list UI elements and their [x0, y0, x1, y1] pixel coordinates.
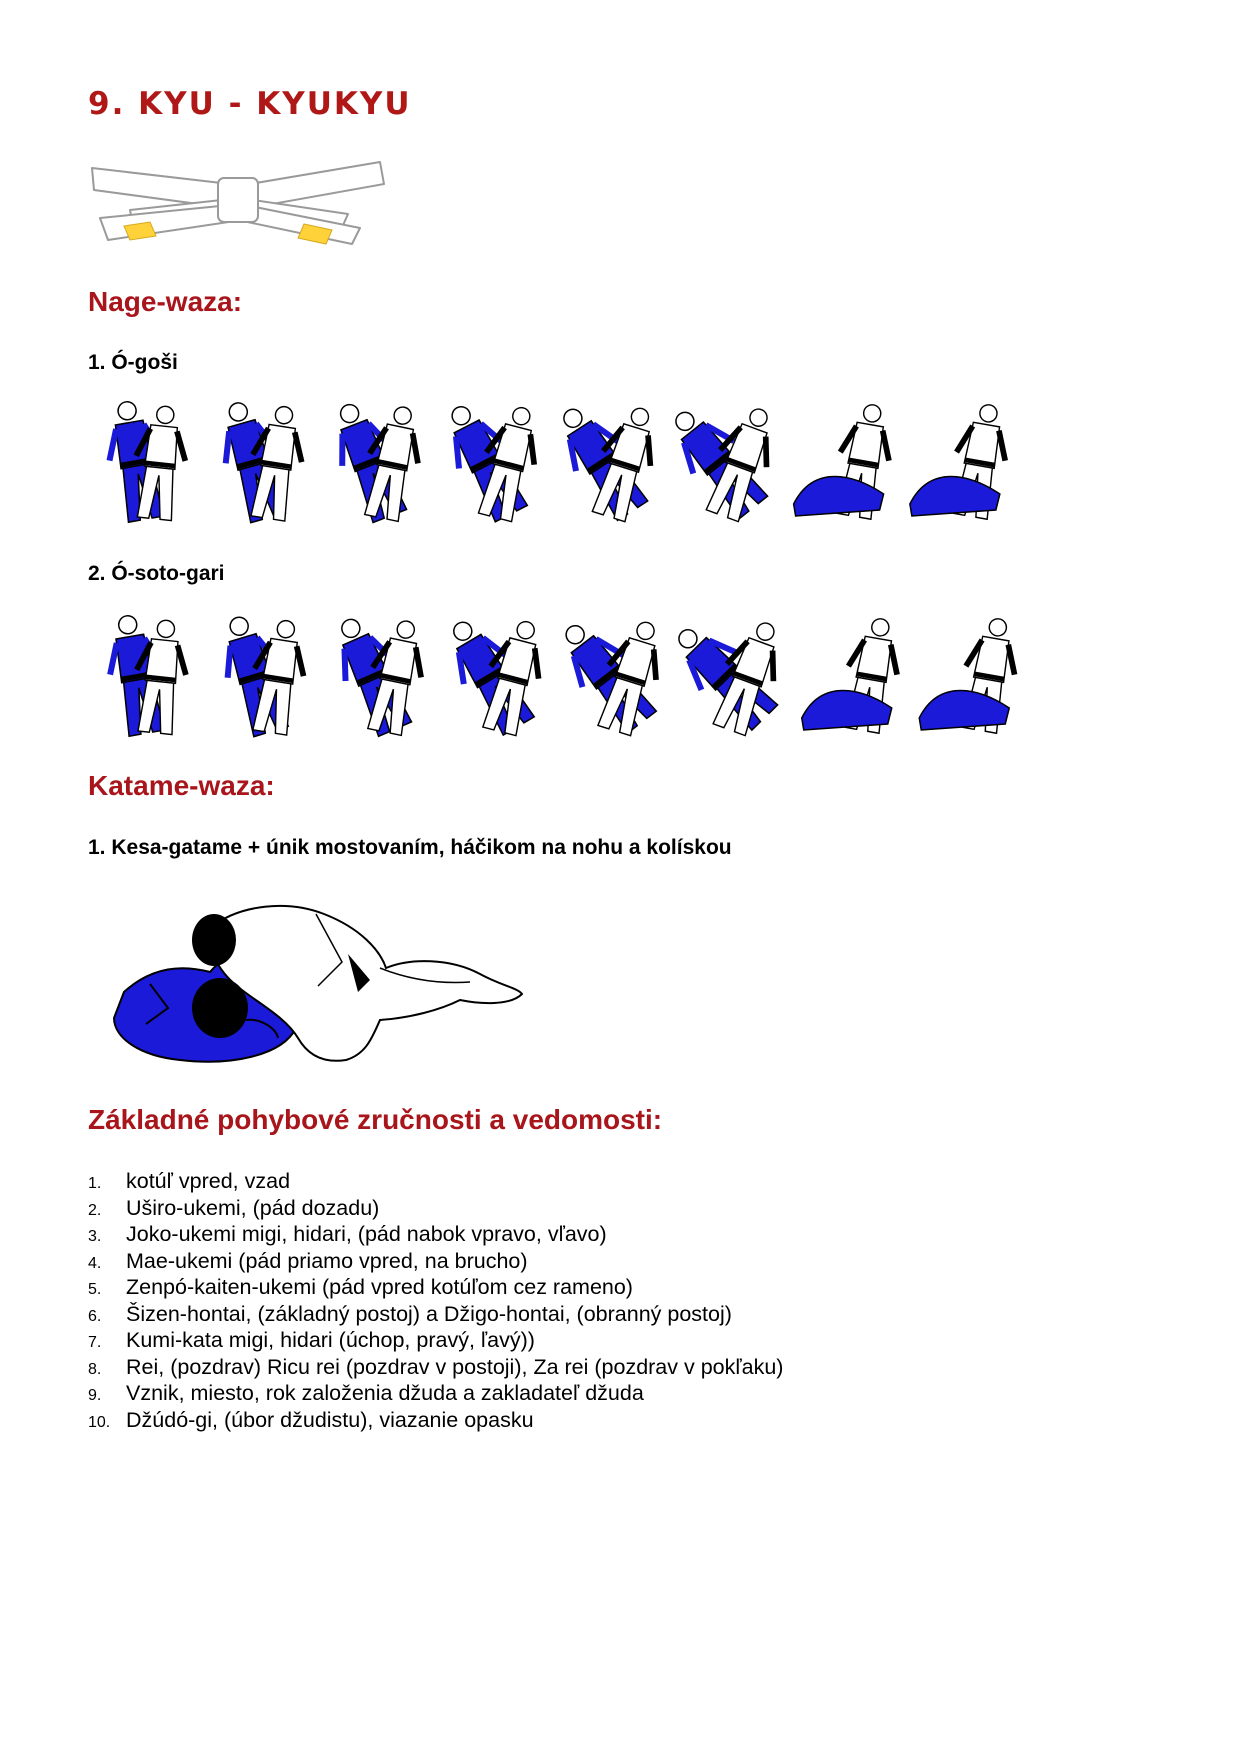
judo-frame: [322, 396, 428, 524]
judo-frame: [919, 615, 1023, 735]
list-item-number: 5.: [88, 1281, 102, 1298]
judo-frame: [546, 397, 666, 524]
list-item-text: Vznik, miesto, rok založenia džuda a zakladateľ džuda: [126, 1381, 644, 1405]
list-item-number: 4.: [88, 1254, 102, 1272]
list-item-text: Joko-ukemi migi, hidari, (pád nabok vpravo, vľavo): [126, 1222, 607, 1246]
judo-frame: [212, 610, 312, 738]
list-item-number: 7.: [88, 1334, 102, 1351]
katame-waza-heading: Katame-waza:: [88, 770, 275, 801]
list-item: [88, 1221, 783, 1248]
list-item: [88, 1407, 783, 1434]
judo-frame: [794, 401, 898, 521]
list-item-number: 3.: [88, 1228, 102, 1245]
list-item-text: Rei, (pozdrav) Ricu rei (pozdrav v postoji), Za rei (pozdrav v pokľaku): [126, 1354, 784, 1379]
list-item: [88, 1327, 783, 1354]
list-item: [88, 1168, 783, 1195]
skills-list: [88, 1168, 783, 1433]
list-item: [88, 1248, 783, 1275]
judo-frame: [211, 396, 310, 524]
judo-frame: [100, 397, 191, 523]
technique-o-soto-gari-label: 2. Ó-soto-gari: [88, 562, 225, 585]
list-item-text: Džúdó-gi, (úbor džudistu), viazanie opasku: [126, 1407, 534, 1432]
list-item-text: Mae-ukemi (pád priamo vpred, na brucho): [126, 1248, 528, 1273]
o-soto-gari-illustration-strip: [88, 590, 1028, 738]
judo-frame: [549, 612, 672, 738]
list-item-number: 6.: [88, 1307, 102, 1325]
judo-frame: [910, 401, 1014, 521]
white-yellow-belt-icon: [90, 158, 390, 253]
list-item: [88, 1354, 783, 1381]
list-item: [88, 1195, 783, 1222]
judo-frame: [323, 610, 431, 738]
list-item-number: 1.: [88, 1175, 102, 1192]
list-item: [88, 1380, 783, 1407]
judo-frame: [663, 614, 791, 738]
list-item: [88, 1274, 783, 1301]
judo-frame: [434, 396, 547, 524]
list-item-text: Uširo-ukemi, (pád dozadu): [126, 1195, 380, 1220]
judo-frame: [436, 610, 552, 738]
judo-frame: [659, 398, 785, 524]
judo-frame: [802, 615, 906, 735]
list-item-number: 9.: [88, 1387, 102, 1404]
o-goshi-illustration-strip: [88, 382, 1018, 524]
kesa-gatame-illustration: [110, 888, 530, 1083]
list-item-number: 2.: [88, 1201, 102, 1219]
list-item: [88, 1301, 783, 1328]
judo-frame: [101, 611, 192, 737]
page-title: 9. KYU - KYUKYU: [88, 86, 412, 122]
technique-kesa-gatame-label: 1. Kesa-gatame + únik mostovaním, háčikom na nohu a kolískou: [88, 836, 732, 859]
list-item-number: 10.: [88, 1413, 111, 1431]
technique-o-goshi-label: 1. Ó-goši: [88, 351, 178, 374]
skills-heading: Základné pohybové zručnosti a vedomosti:: [88, 1104, 663, 1135]
nage-waza-heading: Nage-waza:: [88, 286, 243, 317]
list-item-number: 8.: [88, 1360, 102, 1378]
list-item-text: Kumi-kata migi, hidari (úchop, pravý, ľavý)): [126, 1328, 535, 1352]
list-item-text: Šizen-hontai, (základný postoj) a Džigo-hontai, (obranný postoj): [126, 1301, 732, 1326]
list-item-text: kotúľ vpred, vzad: [126, 1169, 291, 1193]
list-item-text: Zenpó-kaiten-ukemi (pád vpred kotúľom cez rameno): [126, 1275, 633, 1299]
